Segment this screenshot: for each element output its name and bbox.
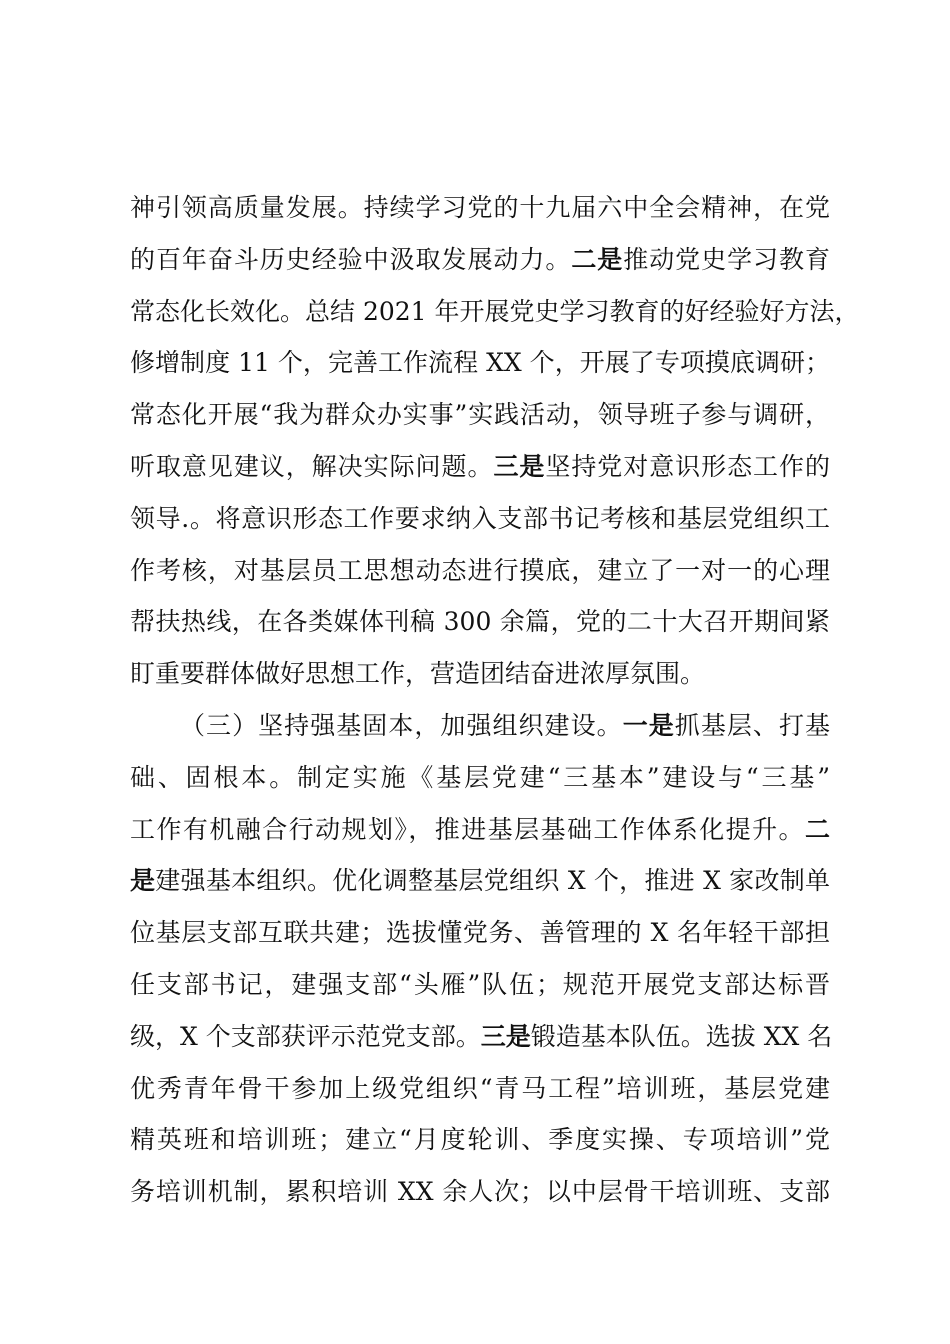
- bold-lead-term: 一是: [622, 710, 675, 740]
- text-line: [130, 1011, 833, 1063]
- text-segment: 工作有机融合行动规划》，推进基层基础工作体系化提升。: [130, 814, 805, 844]
- bold-lead-term: 三是: [480, 1021, 531, 1051]
- text-segment: 神引领高质量发展。持续学习党的十九届六中全会精神，在党: [130, 193, 830, 222]
- text-line: [130, 959, 830, 1011]
- text-segment: 坚持党对意识形态工作的: [545, 451, 830, 481]
- text-segment: 常态化开展“我为群众办实事”实践活动，领导班子参与调研，: [130, 400, 830, 430]
- bold-lead-term: 三是: [493, 451, 546, 481]
- text-segment: 帮扶热线，在各类媒体刊稿 300 余篇，党的二十大召开期间紧: [130, 607, 830, 637]
- text-segment: 盯重要群体做好思想工作，营造团结奋进浓厚氛围。: [130, 659, 706, 689]
- text-line: [130, 545, 830, 597]
- text-line: [130, 337, 830, 389]
- text-line: [130, 493, 830, 545]
- text-line: [130, 1063, 830, 1115]
- text-segment: 作考核，对基层员工思想动态进行摸底，建立了一对一的心理: [130, 555, 830, 585]
- text-line: [130, 596, 830, 648]
- text-line: [130, 700, 830, 752]
- text-line: [130, 752, 830, 804]
- text-segment: 抓基层、打基: [674, 710, 830, 740]
- text-segment: 级，X 个支部获评示范党支部。: [130, 1021, 481, 1051]
- text-line: [130, 648, 830, 700]
- text-segment: 锻造基本队伍。选拔 XX 名: [530, 1021, 833, 1051]
- text-line: [130, 1166, 830, 1218]
- text-segment: 修增制度 11 个，完善工作流程 XX 个，开展了专项摸底调研；: [130, 348, 830, 378]
- text-line: [130, 389, 830, 441]
- text-segment: 位基层支部互联共建；选拔懂党务、善管理的 X 名年轻干部担: [130, 918, 830, 948]
- bold-lead-term: 二是: [571, 244, 624, 274]
- text-segment: 常态化长效化。总结 2021 年开展党史学习教育的好经验好方法，: [130, 296, 860, 326]
- body-text: [130, 182, 860, 1218]
- text-segment: 务培训机制，累积培训 XX 余人次；以中层骨干培训班、支部: [130, 1177, 830, 1207]
- text-line: [130, 441, 830, 493]
- text-line: [130, 804, 830, 856]
- text-segment: 建强基本组织。优化调整基层党组织 X 个，推进 X 家改制单: [155, 866, 830, 896]
- text-line: [130, 234, 830, 286]
- text-segment: 推动党史学习教育: [623, 244, 830, 274]
- text-line: [130, 182, 830, 234]
- bold-lead-term: 是: [130, 866, 156, 896]
- text-line: [130, 286, 860, 338]
- text-segment: 的百年奋斗历史经验中汲取发展动力。: [130, 244, 572, 274]
- text-segment: 精英班和培训班；建立“月度轮训、季度实操、专项培训”党: [130, 1125, 830, 1155]
- text-line: [130, 907, 830, 959]
- text-segment: （三）坚持强基固本，加强组织建设。: [180, 710, 623, 740]
- bold-lead-term: 二: [804, 814, 830, 844]
- text-segment: 任支部书记，建强支部“头雁”队伍；规范开展党支部达标晋: [130, 969, 830, 999]
- text-segment: 领导.。将意识形态工作要求纳入支部书记考核和基层党组织工: [130, 503, 830, 533]
- text-segment: 优秀青年骨干参加上级党组织“青马工程”培训班，基层党建: [130, 1073, 830, 1103]
- text-segment: 听取意见建议，解决实际问题。: [130, 451, 494, 481]
- text-line: [130, 1114, 830, 1166]
- text-line: [130, 855, 830, 907]
- text-segment: 础、固根本。制定实施《基层党建“三基本”建设与“三基”: [130, 762, 830, 792]
